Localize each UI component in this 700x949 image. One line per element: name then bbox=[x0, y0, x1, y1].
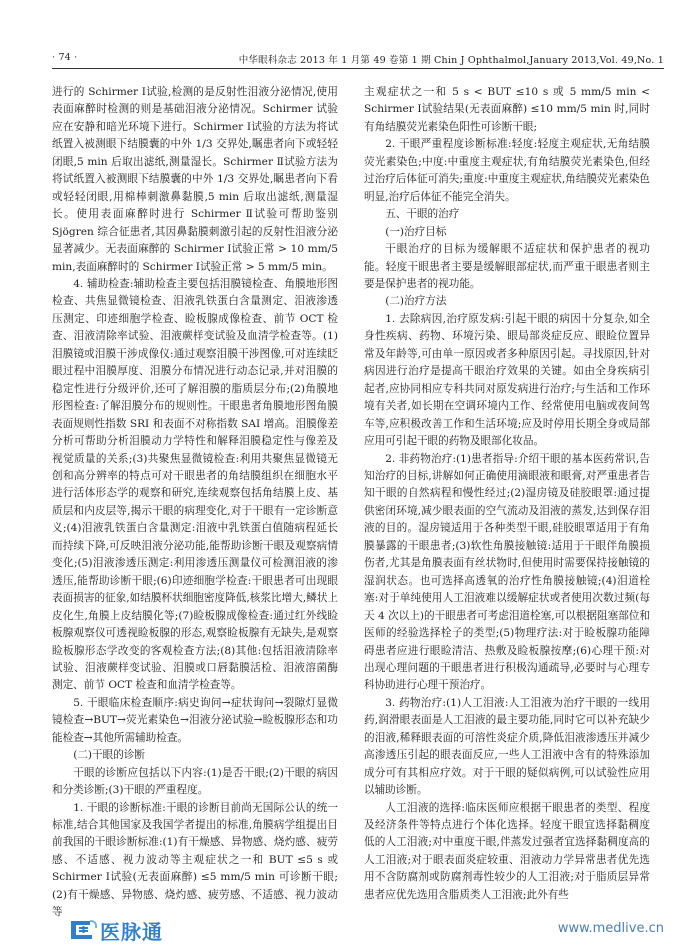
left-column-paragraph: 干眼的诊断应包括以下内容:(1)是否干眼;(2)干眼的病因和分类诊断;(3)干眼的严重程度。 bbox=[52, 766, 338, 797]
left-column-paragraph: 1. 干眼的诊断标准:干眼的诊断目前尚无国际公认的统一标准,结合其他国家及我国学者提出的标准,角膜病学组提出目前我国的干眼诊断标准:(1)有干燥感、异物感、烧灼感、疲劳感、不适感、视力波动等主观症状之一和 BUT ≤5 s 或 Schirmer Ⅰ试验(无表面麻醉) ≤5 mm/5 min 可诊断干眼;(2)有干燥感、异物感、烧灼感、疲劳感、不适感、视力波动等 bbox=[52, 801, 338, 919]
running-header bbox=[52, 52, 664, 68]
right-column bbox=[364, 84, 650, 904]
left-column-paragraph: 4. 辅助检查:辅助检查主要包括泪膜镜检查、角膜地形图检查、共焦显微镜检查、泪液乳铁蛋白含量测定、泪液渗透压测定、印迹细胞学检查、睑板腺成像检查、前节 OCT 检查、泪液清除率试验、泪液蕨样变试验及血清学检查等。(1)泪膜镜或泪膜干涉成像仪:通过观察泪膜干涉图像,可对连续眨眼过程中泪膜厚度、泪膜分布情况进行动态记录,并对泪膜的稳定性进行分级评价,还可了解泪膜的脂质层分布;(2)角膜地形图检查:了解泪膜分布的规则性。干眼患者角膜地形图角膜表面规则性指数 SRI 和表面不对称指数 SAI 增高。泪膜像差分析可帮助分析泪膜动力学特性和解释泪膜稳定性与像差及视觉质量的关系;(3)共聚焦显微镜检查:利用共聚焦显微镜无创和高分辨率的特点可对干眼患者的角结膜组织在细胞水平进行活体形态学的观察和研究,连续观察包括角结膜上皮、基质层和内皮层等,揭示干眼的病理变化,对于干眼有一定诊断意义;(4)泪液乳铁蛋白含量测定:泪液中乳铁蛋白值随病程延长而持续下降,可反映泪液分泌功能,能帮助诊断干眼及观察病情变化;(5)泪液渗透压测定:利用渗透压测量仪可检测泪液的渗透压,能帮助诊断干眼;(6)印迹细胞学检查:干眼患者可出现眼表面损害的征象,如结膜杯状细胞密度降低,核浆比增大,鳞状上皮化生,角膜上皮结膜化等;(7)睑板腺成像检查:通过红外线睑板腺观察仪可透视睑板腺的形态,观察睑板腺有无缺失,是观察睑板腺形态学改变的客观检查方法;(8)其他:包括泪液清除率试验、泪液蕨样变试验、泪膜或口唇黏膜活检、泪液溶菌酶测定、前节 OCT 检查和血清学检查等。 bbox=[52, 277, 338, 692]
right-column-paragraph: 1. 去除病因,治疗原发病:引起干眼的病因十分复杂,如全身性疾病、药物、环境污染、眼局部炎症反应、眼睑位置异常及年龄等,可由单一原因或者多种原因引起。寻找原因,针对病因进行治疗是提高干眼治疗效果的关键。如由全身疾病引起者,应协同相应专科共同对原发病进行治疗;与生活和工作环境有关者,如长期在空调环境内工作、经常使用电脑或夜间驾车等,应积极改善工作和生活环境;应及时停用长期全身或局部应用可引起干眼的药物及眼部化妆品。 bbox=[364, 312, 650, 448]
right-column-paragraph: (一)治疗目标 bbox=[385, 225, 447, 238]
right-column-paragraph: 人工泪液的选择:临床医师应根据干眼患者的类型、程度及经济条件等特点进行个体化选择。轻度干眼宜选择黏稠度低的人工泪液;对中重度干眼,伴蒸发过强者宜选择黏稠度高的人工泪液;对于眼表面炎症较重、泪液动力学异常患者优先选用不含防腐剂或防腐剂毒性较少的人工泪液;对于脂质层异常患者应优先选用含脂质类人工泪液;此外有些 bbox=[364, 801, 650, 901]
right-column-paragraph: 2. 非药物治疗:(1)患者指导:介绍干眼的基本医药常识,告知治疗的目标,讲解如何正确使用滴眼液和眼膏,对严重患者告知干眼的自然病程和慢性经过;(2)湿房镜及硅胶眼罩:通过提供密闭环境,减少眼表面的空气流动及泪液的蒸发,达到保存泪液的目的。湿房镜适用于各种类型干眼,硅胶眼罩适用于有角膜暴露的干眼患者;(3)软性角膜接触镜:适用于干眼伴角膜损伤者,尤其是角膜表面有丝状物时,但使用时需要保持接触镜的湿润状态。也可选择高透氧的治疗性角膜接触镜;(4)泪道栓塞:对于单纯使用人工泪液难以缓解症状或者使用次数过频(每天 4 次以上)的干眼患者可考虑泪道栓塞,可以根据阻塞部位和医师的经验选择栓子的类型;(5)物理疗法:对于睑板腺功能障碍患者应进行眼睑清洁、热敷及睑板腺按摩;(6)心理干预:对出现心理问题的干眼患者进行积极沟通疏导,必要时与心理专科协助进行心理干预治疗。 bbox=[364, 452, 650, 692]
page-number: · 74 · bbox=[52, 52, 78, 63]
site-url-link[interactable]: www.medlive.cn bbox=[557, 921, 664, 936]
right-column-paragraph: 主观症状之一和 5 s < BUT ≤10 s 或 5 mm/5 min < Schirmer Ⅰ试验结果(无表面麻醉) ≤10 mm/5 min 时,同时有角结膜荧光素染色阳性可诊断干眼; bbox=[364, 86, 650, 133]
footer bbox=[0, 909, 700, 949]
medlive-logo-icon bbox=[68, 917, 98, 943]
medlive-logo bbox=[68, 915, 163, 945]
right-column-paragraph: (二)治疗方法 bbox=[385, 295, 447, 308]
journal-citation: 中华眼科杂志 2013 年 1 月第 49 卷第 1 期 Chin J Ophthalmol,January 2013,Vol. 49,No. 1 bbox=[238, 55, 664, 66]
right-column-paragraph: 2. 干眼严重程度诊断标准:轻度:轻度主观症状,无角结膜荧光素染色;中度:中重度主观症状,有角结膜荧光素染色,但经过治疗后体征可消失;重度:中重度主观症状,角结膜荧光素染色明显,治疗后体征不能完全消失。 bbox=[364, 138, 650, 203]
left-column-paragraph: 进行的 Schirmer Ⅰ试验,检测的是反射性泪液分泌情况,使用表面麻醉时检测的则是基础泪液分泌情况。Schirmer 试验应在安静和暗光环境下进行。Schirmer Ⅰ试验的方法为将试纸置入被测眼下结膜囊的中外 1/3 交界处,瞩患者向下或轻轻闭眼,5 min 后取出滤纸,测量湿长。Schirmer Ⅱ试验方法为将试纸置入被测眼下结膜囊的中外 1/3 交界处,瞩患者向下看或轻轻闭眼,用棉棒刺激鼻黏膜,5 min 后取出滤纸,测量湿长。使用表面麻醉时进行 Schirmer Ⅱ试验可帮助鉴别 Sjögren 综合征患者,其因鼻黏膜刺激引起的反射性泪液分泌显著减少。无表面麻醉的 Schirmer Ⅰ试验正常 > 10 mm/5 min,表面麻醉时的 Schirmer Ⅰ试验正常 > 5 mm/5 min。 bbox=[52, 86, 338, 273]
right-column-paragraph: 干眼治疗的目标为缓解眼不适症状和保护患者的视功能。轻度干眼患者主要是缓解眼部症状,而严重干眼患者则主要是保护患者的视功能。 bbox=[364, 243, 650, 290]
logo-name: 医脉通 bbox=[100, 919, 163, 944]
right-column-paragraph: 3. 药物治疗:(1)人工泪液:人工泪液为治疗干眼的一线用药,润滑眼表面是人工泪液的最主要功能,同时它可以补充缺少的泪液,稀释眼表面的可溶性炎症介质,降低泪液渗透压并减少高渗透压引起的眼表面反应,一些人工泪液中含有的特殊添加成分可有其相应疗效。对于干眼的疑似病例,可以试验性应用以辅助诊断。 bbox=[364, 696, 650, 797]
left-column-paragraph: 5. 干眼临床检查顺序:病史询问→症状询问→裂隙灯显微镜检查→BUT→荧光素染色→泪液分泌试验→睑板腺形态和功能检查→其他所需辅助检查。 bbox=[52, 696, 338, 744]
left-column bbox=[52, 84, 338, 922]
left-column-paragraph: (二)干眼的诊断 bbox=[73, 749, 146, 762]
header-rule bbox=[52, 68, 664, 69]
right-column-paragraph: 五、干眼的治疗 bbox=[385, 208, 460, 221]
